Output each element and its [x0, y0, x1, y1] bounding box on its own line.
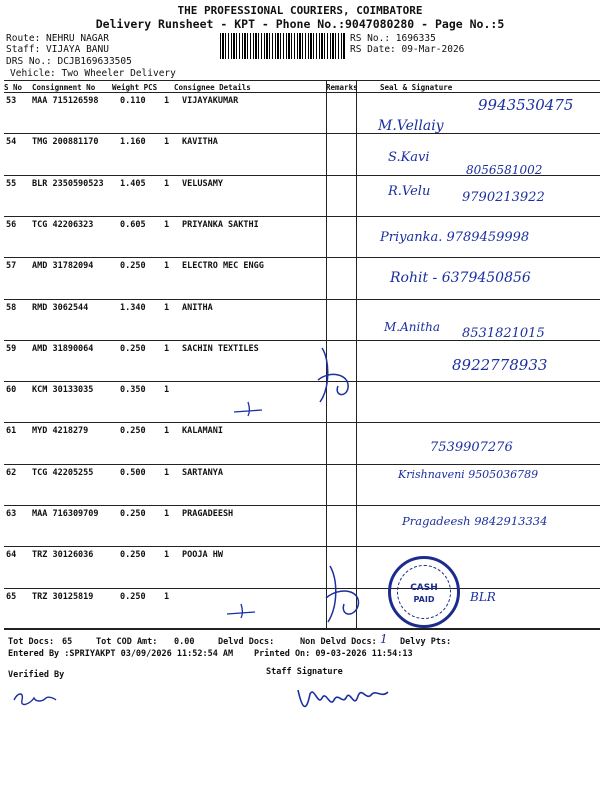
row-consignment: MAA 715126598 [32, 96, 99, 106]
row-divider [4, 464, 600, 465]
cash-paid-stamp [388, 556, 460, 628]
drs-number: DRS No.: DCJB169633505 [6, 56, 132, 67]
hw-r54-phone: 8056581002 [466, 163, 543, 177]
row-pcs: 1 [164, 591, 170, 602]
row-divider [4, 133, 600, 134]
hw-r59: 8922778933 [452, 356, 548, 374]
non-delvd-docs-label: Non Delvd Docs: [300, 637, 377, 647]
row-weight: 0.605 [120, 219, 146, 230]
hw-r57: Rohit - 6379450856 [390, 270, 531, 286]
hw-r62: Krishnaveni 9505036789 [398, 468, 539, 481]
row-consignment: TRZ 30126036 [32, 550, 94, 561]
row-consignment: TCG 42206323 [32, 219, 94, 230]
col-seal-signature: Seal & Signature [380, 83, 453, 92]
row-consignee: POOJA HW [182, 550, 223, 561]
company-title: THE PROFESSIONAL COURIERS, COIMBATORE [177, 4, 423, 17]
row-weight: 0.250 [120, 343, 146, 354]
delvy-pts-label: Delvy Pts: [400, 637, 452, 647]
delvd-docs-label: Delvd Docs: [218, 637, 275, 647]
stamp-line2: PAID [413, 595, 435, 604]
row-pcs: 1 [164, 302, 170, 313]
hw-r53-phone: 9943530475 [478, 96, 574, 114]
hw-r61-phone: 7539907276 [430, 440, 513, 455]
row-divider [4, 629, 600, 630]
row-weight: 0.250 [120, 261, 146, 272]
hw-r58-phone: 8531821015 [462, 326, 545, 341]
row-consignment: RMD 3062544 [32, 302, 89, 313]
row-consignment: TRZ 30125819 [32, 591, 94, 602]
tot-docs-value: 65 [62, 637, 73, 647]
col-remarks: Remarks [326, 83, 358, 92]
hw-r55-phone: 9790213922 [462, 190, 545, 205]
row-sno: 59 [6, 343, 17, 354]
row-divider [4, 505, 600, 506]
row-consignment: MYD 4218279 [32, 426, 89, 437]
row-sno: 65 [6, 591, 17, 602]
row-consignment: BLR 2350590523 [32, 178, 104, 189]
col-weight-pcs: Weight PCS [112, 83, 158, 92]
row-weight: 0.500 [120, 467, 146, 478]
hw-r58-name: M.Anitha [384, 320, 441, 334]
row-pcs: 1 [164, 385, 170, 396]
stamp-line1: CASH [410, 583, 438, 593]
row-consignment: AMD 31890064 [32, 343, 94, 354]
row-divider [4, 216, 600, 217]
hw-r54-name: S.Kavi [388, 150, 430, 165]
row-consignee: PRAGADEESH [182, 509, 234, 519]
route-label: Route: NEHRU NAGAR [6, 33, 109, 44]
row-weight: 0.350 [120, 385, 146, 396]
vehicle-label: Vehicle: Two Wheeler Delivery [10, 68, 176, 79]
entered-by: Entered By :SPRIYAKPT 03/09/2026 11:52:54 AM [8, 649, 234, 659]
row-divider [4, 299, 600, 300]
row-sno: 57 [6, 261, 17, 272]
row-pcs: 1 [164, 178, 170, 189]
hw-r63: Pragadeesh 9842913334 [402, 514, 548, 528]
row-sno: 60 [6, 385, 17, 396]
row-pcs: 1 [164, 343, 170, 354]
row-consignee: ANITHA [182, 302, 213, 313]
row-sno: 58 [6, 302, 17, 313]
row-consignment: TCG 42205255 [32, 467, 94, 478]
staff-signature-label: Staff Signature [266, 667, 343, 677]
hw-r56: Priyanka. 9789459998 [380, 230, 530, 245]
row-pcs: 1 [164, 550, 170, 561]
table-top-border [4, 80, 600, 81]
row-consignment: KCM 30133035 [32, 385, 94, 396]
row-weight: 0.250 [120, 550, 146, 561]
col-consignment: Consignment No [32, 83, 96, 92]
row-consignee: VIJAYAKUMAR [182, 96, 239, 106]
rs-number: RS No.: 1696335 [350, 33, 436, 44]
row-consignment: AMD 31782094 [32, 261, 94, 272]
verified-by-signature [10, 688, 60, 710]
staff-label: Staff: VIJAYA BANU [6, 44, 109, 55]
staff-signature-image [292, 680, 392, 720]
verified-by-label: Verified By [8, 670, 65, 680]
row-pcs: 1 [164, 219, 170, 230]
row-consignee: SACHIN TEXTILES [182, 343, 259, 354]
hw-r64-pcs: BLR [470, 590, 496, 604]
tot-cod-label: Tot COD Amt: [96, 637, 158, 647]
row-sno: 62 [6, 467, 17, 478]
row-weight: 1.160 [120, 137, 146, 148]
printed-on: Printed On: 09-03-2026 11:54:13 [254, 649, 413, 659]
row-consignee: KALAMANI [182, 426, 223, 437]
row-sno: 53 [6, 96, 17, 106]
row-consignment: MAA 716309709 [32, 509, 99, 519]
hw-r55-name: R.Velu [388, 184, 431, 199]
barcode [220, 33, 346, 59]
signature-scribble-r65 [225, 600, 265, 620]
row-consignee: ELECTRO MEC ENGG [182, 261, 264, 272]
row-weight: 1.340 [120, 302, 146, 313]
row-pcs: 1 [164, 509, 170, 519]
row-weight: 1.405 [120, 178, 146, 189]
row-divider [4, 257, 600, 258]
row-pcs: 1 [164, 426, 170, 437]
row-consignee: PRIYANKA SAKTHI [182, 219, 259, 230]
row-sno: 64 [6, 550, 17, 561]
signature-scribble-r64 [310, 562, 380, 626]
signature-scribble-r60 [232, 398, 272, 418]
row-pcs: 1 [164, 261, 170, 272]
row-weight: 0.250 [120, 426, 146, 437]
table-header-border [4, 92, 600, 93]
row-divider [4, 588, 600, 589]
row-consignee: VELUSAMY [182, 178, 223, 189]
row-sno: 55 [6, 178, 17, 189]
col-consignee: Consignee Details [174, 83, 251, 92]
row-sno: 56 [6, 219, 17, 230]
tot-docs-label: Tot Docs: [8, 637, 55, 647]
row-pcs: 1 [164, 467, 170, 478]
signature-scribble-r59 [300, 340, 370, 410]
row-pcs: 1 [164, 137, 170, 148]
row-weight: 0.110 [120, 96, 146, 106]
row-sno: 54 [6, 137, 17, 148]
non-delvd-docs-value: 1 [380, 632, 388, 646]
row-divider [4, 422, 600, 423]
row-consignment: TMG 200881170 [32, 137, 99, 148]
row-pcs: 1 [164, 96, 170, 106]
row-consignee: SARTANYA [182, 467, 223, 478]
row-sno: 63 [6, 509, 17, 519]
runsheet-subtitle: Delivery Runsheet - KPT - Phone No.:9047080280 - Page No.:5 [95, 17, 505, 31]
hw-r53-name: M.Vellaiy [378, 118, 444, 134]
row-sno: 61 [6, 426, 17, 437]
col-sno: S No [4, 83, 23, 92]
row-weight: 0.250 [120, 509, 146, 519]
tot-cod-value: 0.00 [174, 637, 195, 647]
row-divider [4, 546, 600, 547]
rs-date: RS Date: 09-Mar-2026 [350, 44, 465, 55]
row-weight: 0.250 [120, 591, 146, 602]
row-consignee: KAVITHA [182, 137, 218, 148]
